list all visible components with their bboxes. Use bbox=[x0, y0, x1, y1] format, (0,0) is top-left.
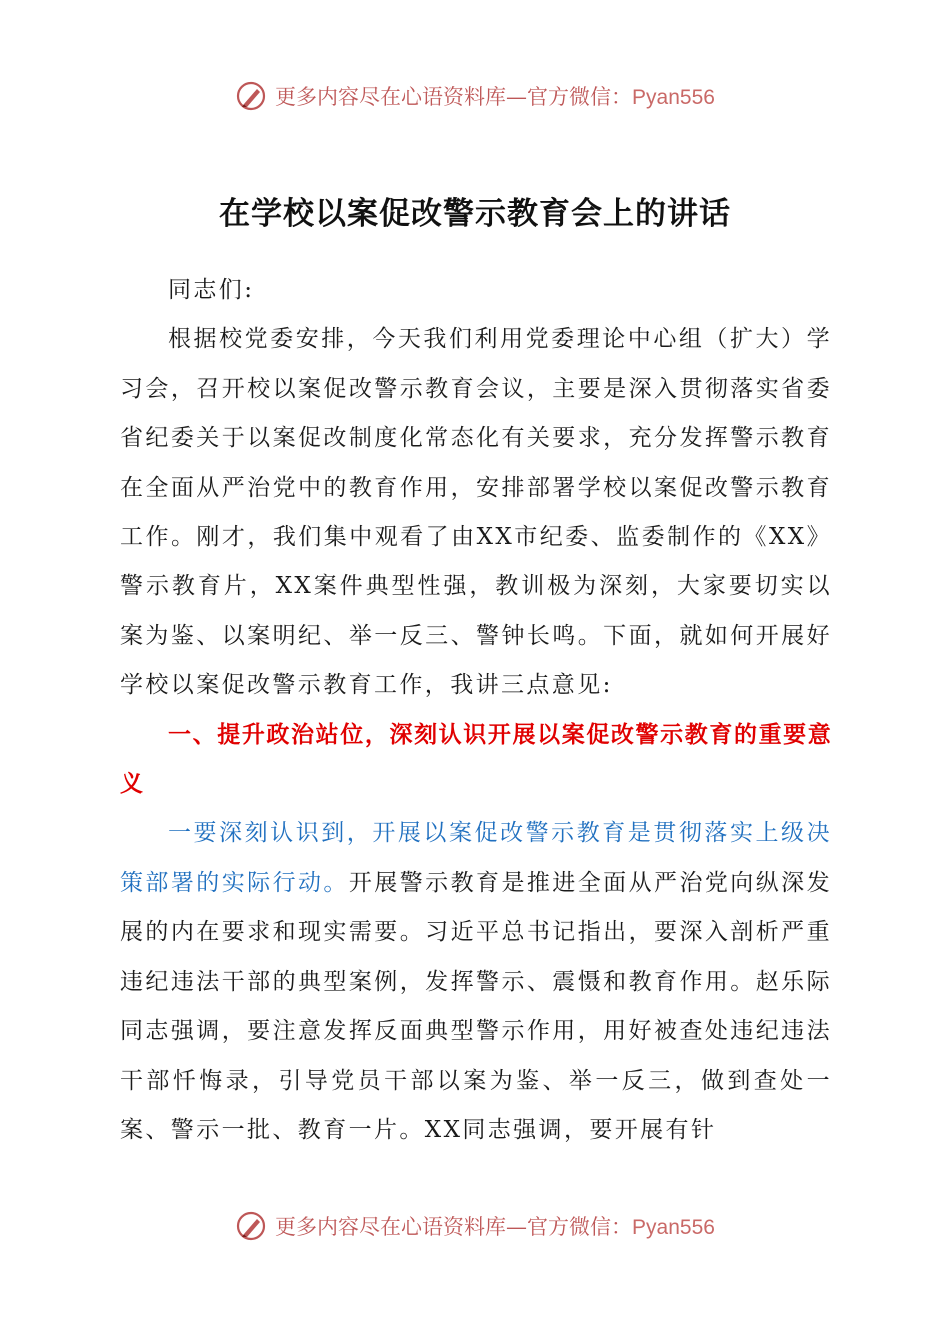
salutation: 同志们: bbox=[168, 277, 255, 303]
pen-logo-icon bbox=[235, 80, 267, 112]
pen-logo-icon bbox=[235, 1210, 267, 1242]
point-1-lead: 一要深刻认识到，开展以案促改警示教育是贯彻落实上级决策部署的实际行动。 bbox=[120, 820, 832, 896]
watermark-banner-top bbox=[0, 80, 950, 112]
document-body bbox=[120, 266, 832, 1155]
watermark-wechat-id: Pyan556 bbox=[632, 86, 715, 109]
section-heading-1: 一、提升政治站位，深刻认识开展以案促改警示教育的重要意义 bbox=[120, 721, 832, 798]
watermark-banner-bottom bbox=[0, 1210, 950, 1242]
intro-paragraph: 根据校党委安排，今天我们利用党委理论中心组（扩大）学习会，召开校以案促改警示教育会议，主要是深入贯彻落实省委省纪委关于以案促改制度化常态化有关要求，充分发挥警示教育在全面从严治党中的教育作用，安排部署学校以案促改警示教育工作。刚才，我们集中观看了由XX市纪委、监委制作的《XX》警示教育片，XX案件典型性强，教训极为深刻，大家要切实以案为鉴、以案明纪、举一反三、警钟长鸣。下面，就如何开展好学校以案促改警示教育工作，我讲三点意见: bbox=[120, 326, 832, 699]
point-1-body: 开展警示教育是推进全面从严治党向纵深发展的内在要求和现实需要。习近平总书记指出，要深入剖析严重违纪违法干部的典型案例，发挥警示、震慑和教育作用。赵乐际同志强调，要注意发挥反面典型警示作用，用好被查处违纪违法干部忏悔录，引导党员干部以案为鉴、举一反三，做到查处一案、警示一批、教育一片。XX同志强调，要开展有针 bbox=[120, 869, 832, 1143]
watermark-text: 更多内容尽在心语资料库—官方微信：Pyan556 bbox=[275, 1215, 715, 1239]
document-title: 在学校以案促改警示教育会上的讲话 bbox=[219, 196, 731, 232]
point-1-paragraph bbox=[120, 809, 832, 1155]
watermark-wechat-id: Pyan556 bbox=[632, 1216, 715, 1239]
watermark-text: 更多内容尽在心语资料库—官方微信：Pyan556 bbox=[275, 85, 715, 109]
